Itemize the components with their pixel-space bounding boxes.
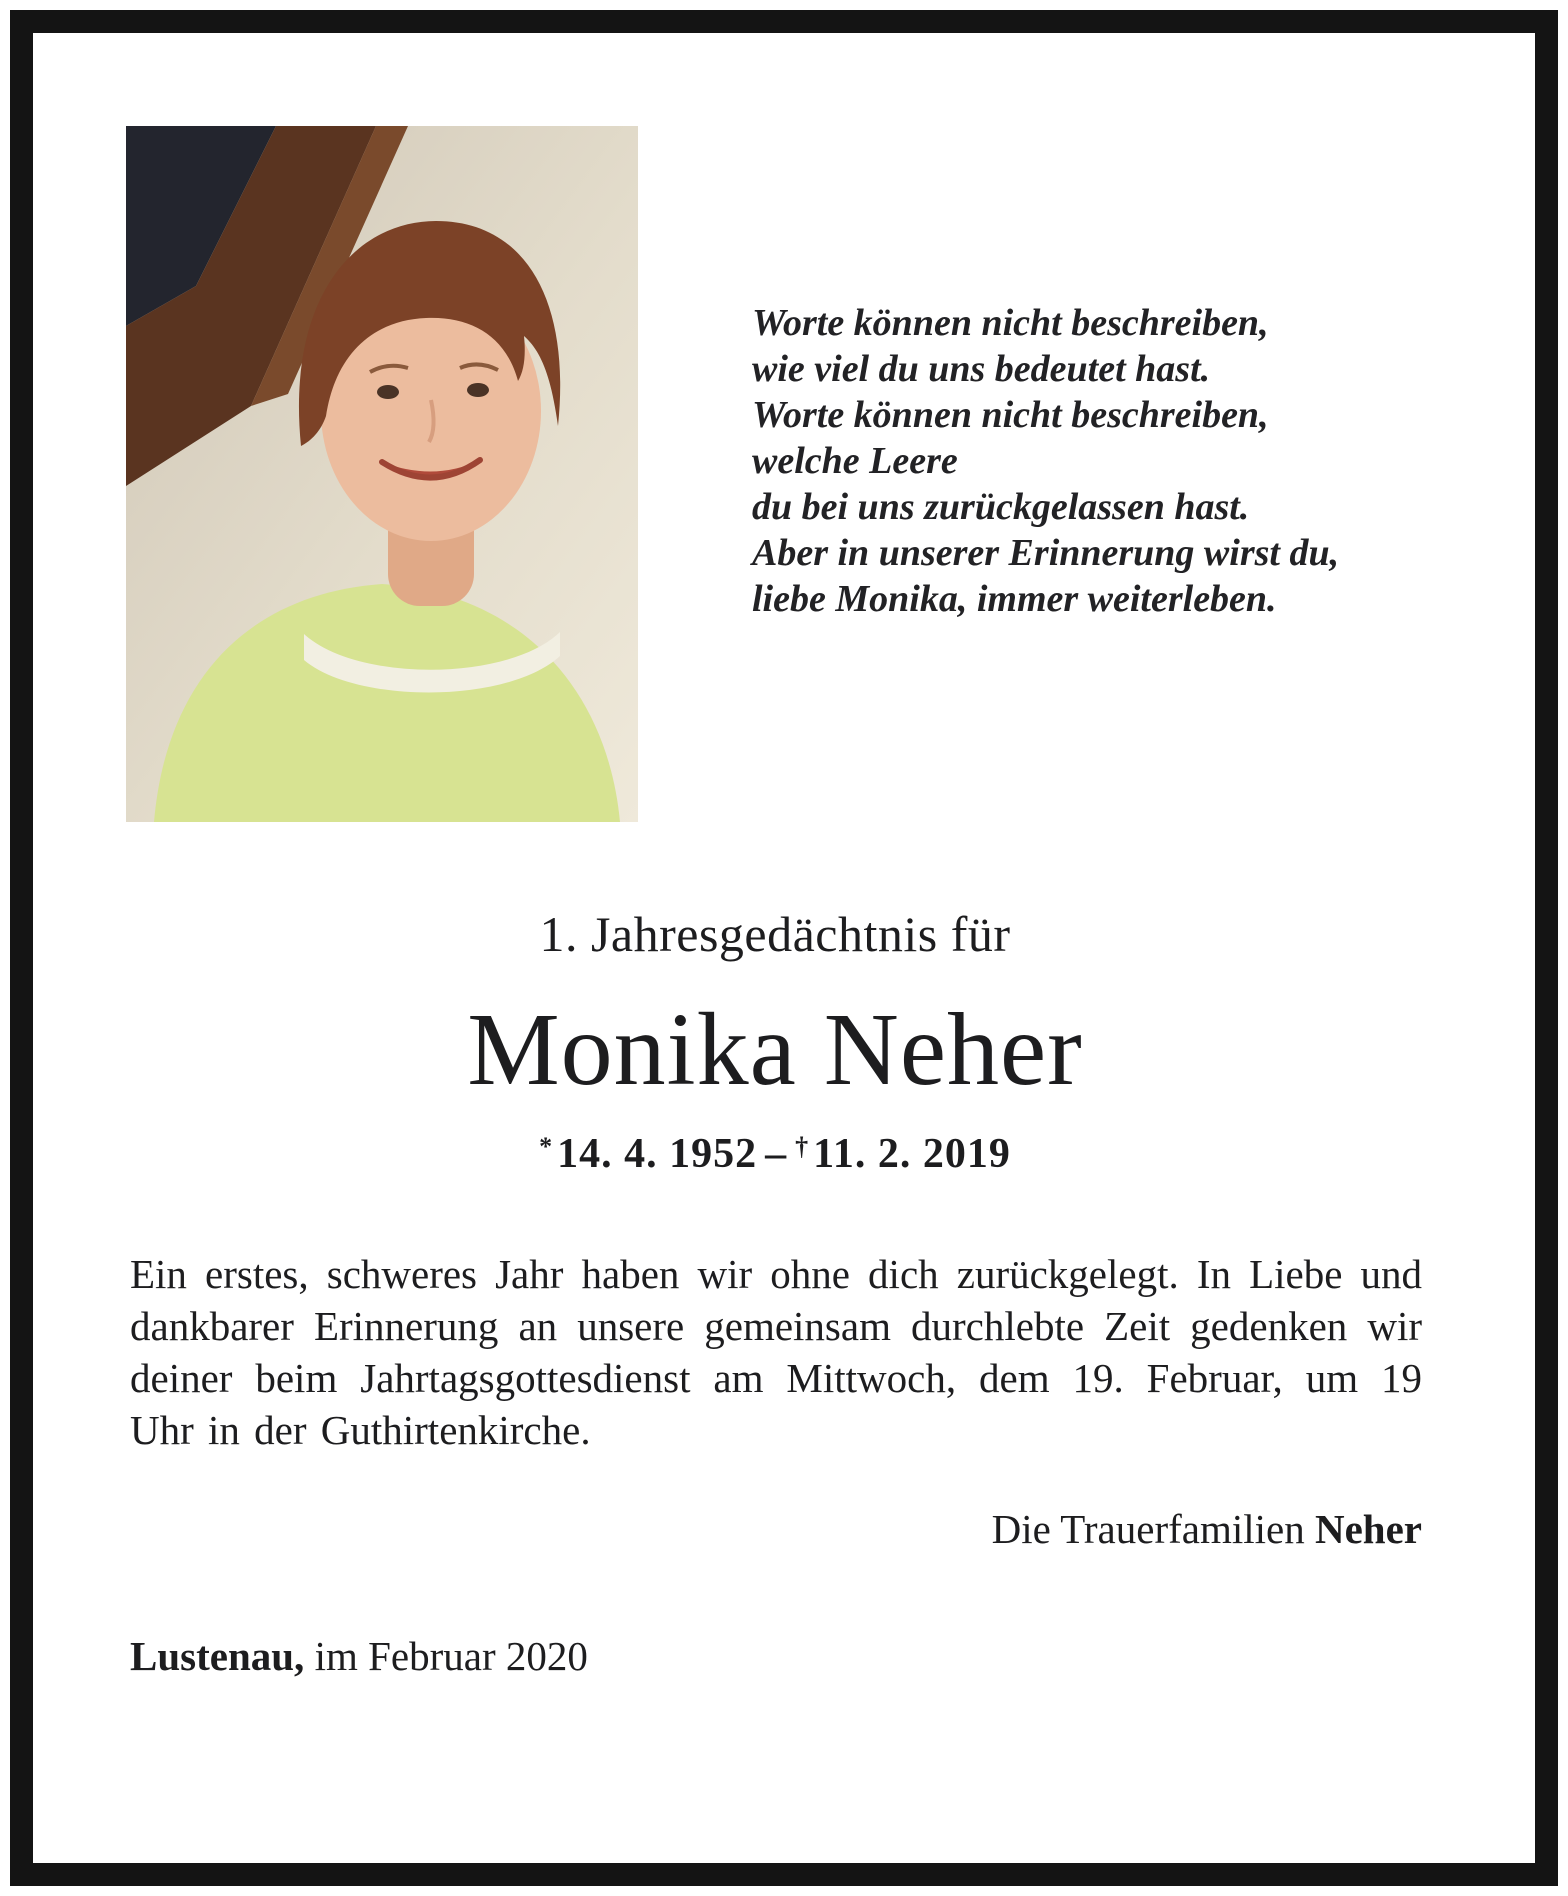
poem-line: Aber in unserer Erinnerung wirst du, — [752, 532, 1340, 574]
death-symbol: † — [795, 1132, 810, 1162]
date-text: im Februar 2020 — [314, 1633, 588, 1679]
portrait-illustration — [126, 126, 638, 822]
portrait-photo — [126, 126, 638, 822]
poem-line: wie viel du uns bedeutet hast. — [752, 348, 1211, 390]
memorial-body-paragraph: Ein erstes, schweres Jahr haben wir ohne dich zurückgelegt. In Liebe und dankbarer Erinnerung an unsere gemeinsam durchlebte Zeit gedenken wir deiner beim Jahrtagsgottesdienst am Mittwoch, dem 19. Februar, um 19 Uhr in der Guthirtenkirche. — [130, 1251, 1422, 1453]
poem-line: welche Leere — [752, 440, 958, 482]
death-date: 11. 2. 2019 — [813, 1131, 1011, 1177]
date-separator: – — [765, 1131, 788, 1177]
birth-symbol: * — [539, 1132, 554, 1162]
birth-date: 14. 4. 1952 — [557, 1131, 758, 1177]
closing-family-name: Neher — [1314, 1506, 1422, 1552]
poem-line: du bei uns zurückgelassen hast. — [752, 486, 1250, 528]
closing-prefix: Die Trauerfamilien — [991, 1506, 1305, 1552]
deceased-name: Monika Neher — [467, 992, 1083, 1107]
place-date-line — [130, 1632, 1422, 1680]
occasion-line: 1. Jahresgedächtnis für — [539, 906, 1011, 962]
poem-line: Worte können nicht beschreiben, — [752, 302, 1269, 344]
place-name: Lustenau, — [130, 1633, 305, 1679]
closing-line — [130, 1505, 1422, 1553]
poem-line: Worte können nicht beschreiben, — [752, 394, 1269, 436]
poem-line: liebe Monika, immer weiterleben. — [752, 578, 1277, 620]
memorial-poem — [752, 300, 1392, 622]
life-dates — [130, 1130, 1420, 1178]
